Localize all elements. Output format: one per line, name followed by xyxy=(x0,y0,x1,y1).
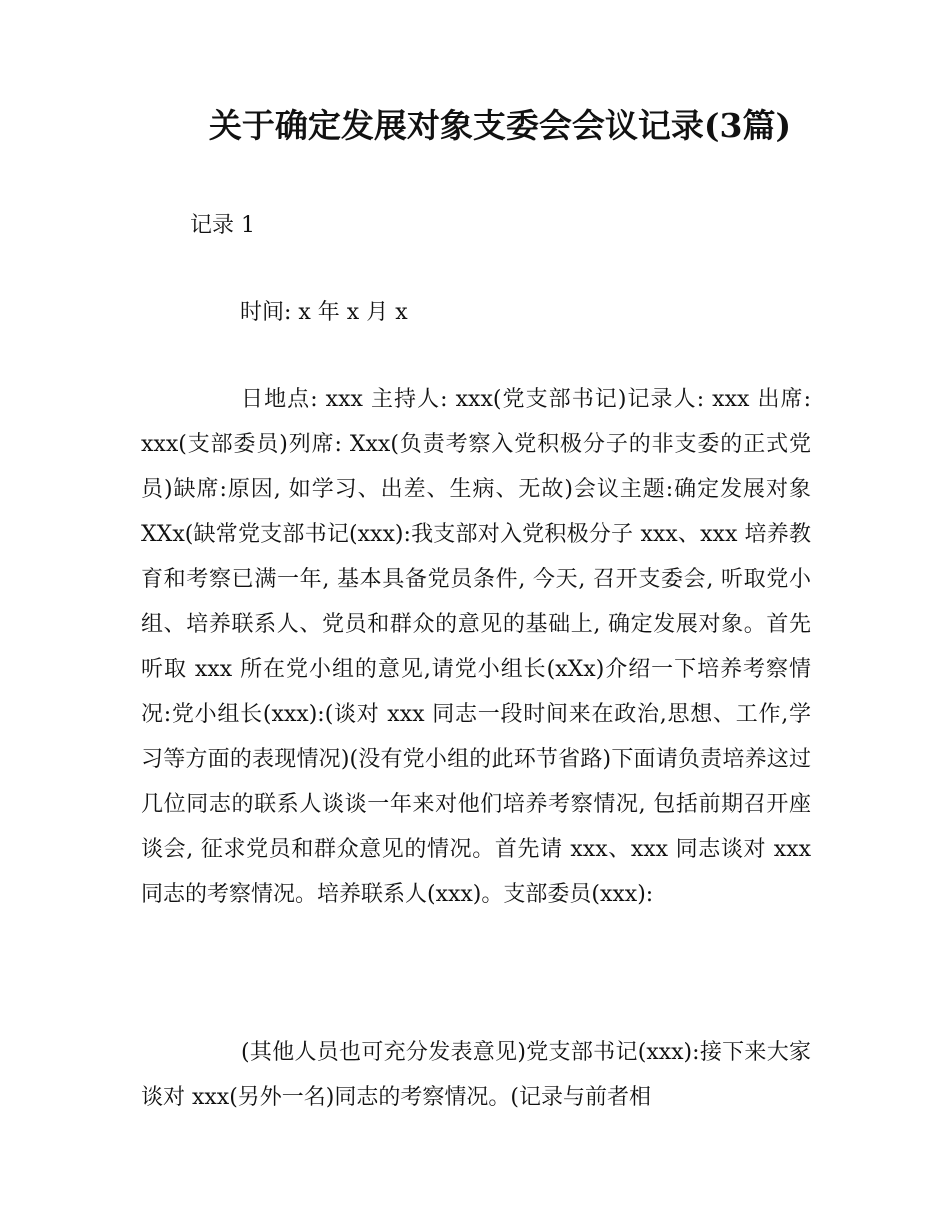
document-title: 关于确定发展对象支委会会议记录(3篇) xyxy=(208,106,792,145)
paragraph: 日地点: xxx 主持人: xxx(党支部书记)记录人: xxx 出席: xxx(支部委员)列席: Xxx(负责考察入党积极分子的非支委的正式党员)缺席:原因, 如学习、出差、生病、无故)会议主题:确定发展对象 XXx(缺常党支部书记(xxx):我支部对入党积极分子 xxx、xxx 培养教育和考察已满一年, 基本具备党员条件, 今天, 召开支委会, 听取党小组、培养联系人、党员和群众的意见的基础上, 确定发展对象。首先听取 xxx 所在党小组的意见,请党小组长(xXx)介绍一下培养考察情况:党小组长(xxx):(谈对 xxx 同志一段时间来在政治,思想、工作,学习等方面的表现情况)(没有党小组的此环节省路)下面请负责培养这过几位同志的联系人谈谈一年来对他们培养考察情况, 包括前期召开座谈会, 征求党员和群众意见的情况。首先请 xxx、xxx 同志谈对 xxx 同志的考察情况。培养联系人(xxx)。支部委员(xxx): xyxy=(141,387,811,907)
meeting-time: 时间: x 年 x 月 x xyxy=(240,300,408,325)
paragraph: (其他人员也可充分发表意见)党支部书记(xxx):接下来大家谈对 xxx(另外一名)同志的考察情况。(记录与前者相 xyxy=(141,1040,811,1110)
record-label: 记录 1 xyxy=(190,213,255,238)
